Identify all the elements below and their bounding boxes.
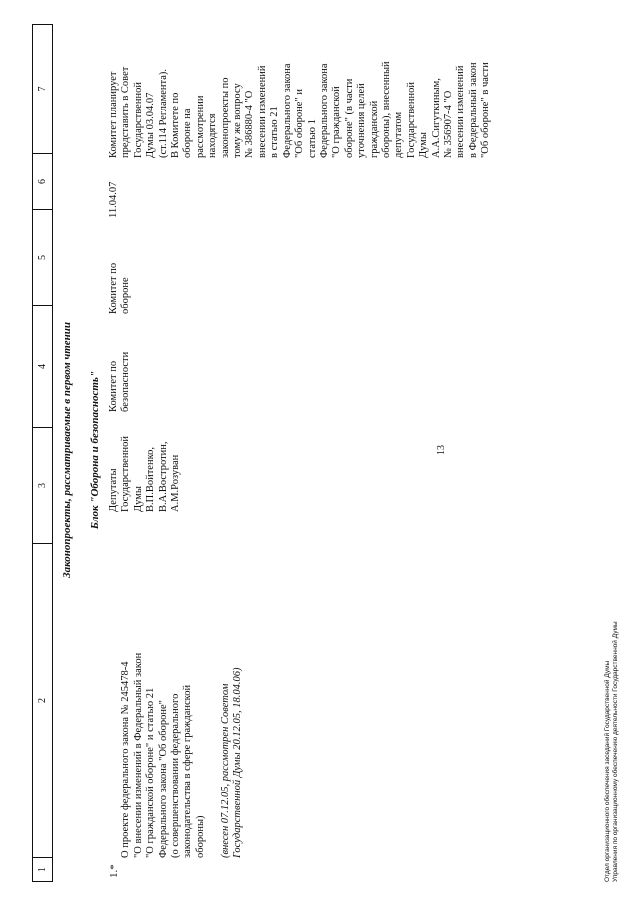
header-cell-5: 5	[33, 209, 52, 305]
header-cell-7: 7	[37, 86, 48, 92]
column-number-header	[32, 24, 53, 882]
section-title: Законопроекты, рассматриваемые в первом чтении	[61, 322, 73, 578]
header-cell-2: 2	[33, 543, 52, 857]
bill-authors: Депутаты Государственной Думы В.П.Войтенко, В.А.Востротин, А.М.Розуван	[108, 436, 182, 512]
co-executor-committee: Комитет по обороне	[108, 262, 132, 314]
bill-title-text: О проекте федерального закона № 245478-4 "О внесении изменений в Федеральный закон "О гражданской обороне" и статью 21 Федерального закона "Об обороне" (о совершенствовании федерального законодательства в сфере гражданской обороны)	[120, 652, 206, 858]
footer	[604, 621, 620, 882]
row-number: 1.*	[108, 864, 120, 878]
responsible-committee: Комитет по безопасности	[108, 351, 132, 412]
page-number: 13	[436, 445, 447, 455]
header-cell-6: 6	[33, 153, 52, 209]
bill-submission-note: (внесен 07.12.05, рассмотрен Советом Государственной Думы 20.12.05, 18.04.06)	[219, 667, 244, 858]
bill-description	[108, 618, 244, 858]
status-notes: Комитет планирует представить в Совет Государственной Думы 03.04.07 (ст.114 Регламента). В Комитете по обороне на рассмотрении находятся законопроекты по тому же вопросу № 386880-4 "О внесении изменений в статью 21 Федерального закона "Об обороне" и статью 1 Федерального закона "О гражданской обороне" (в части уточнения целей гражданской обороны), внесенный депутатом Государственной Думы А.А.Сигуткиным, № 356907-4 "О внесении изменений в Федеральный закон "Об обороне" в части	[108, 61, 492, 158]
header-cell-3: 3	[33, 427, 52, 543]
block-title: Блок "Оборона и безопасность"	[89, 370, 101, 530]
footer-line-1: Отдел организационного обеспечения заседаний Государственной Думы	[604, 660, 611, 882]
date-cell: 11.04.07	[108, 181, 119, 218]
footer-line-2: Управления по организационному обеспечению деятельности Государственной Думы	[612, 621, 619, 882]
header-cell-4: 4	[33, 305, 52, 427]
header-cell-1: 1	[33, 857, 52, 881]
